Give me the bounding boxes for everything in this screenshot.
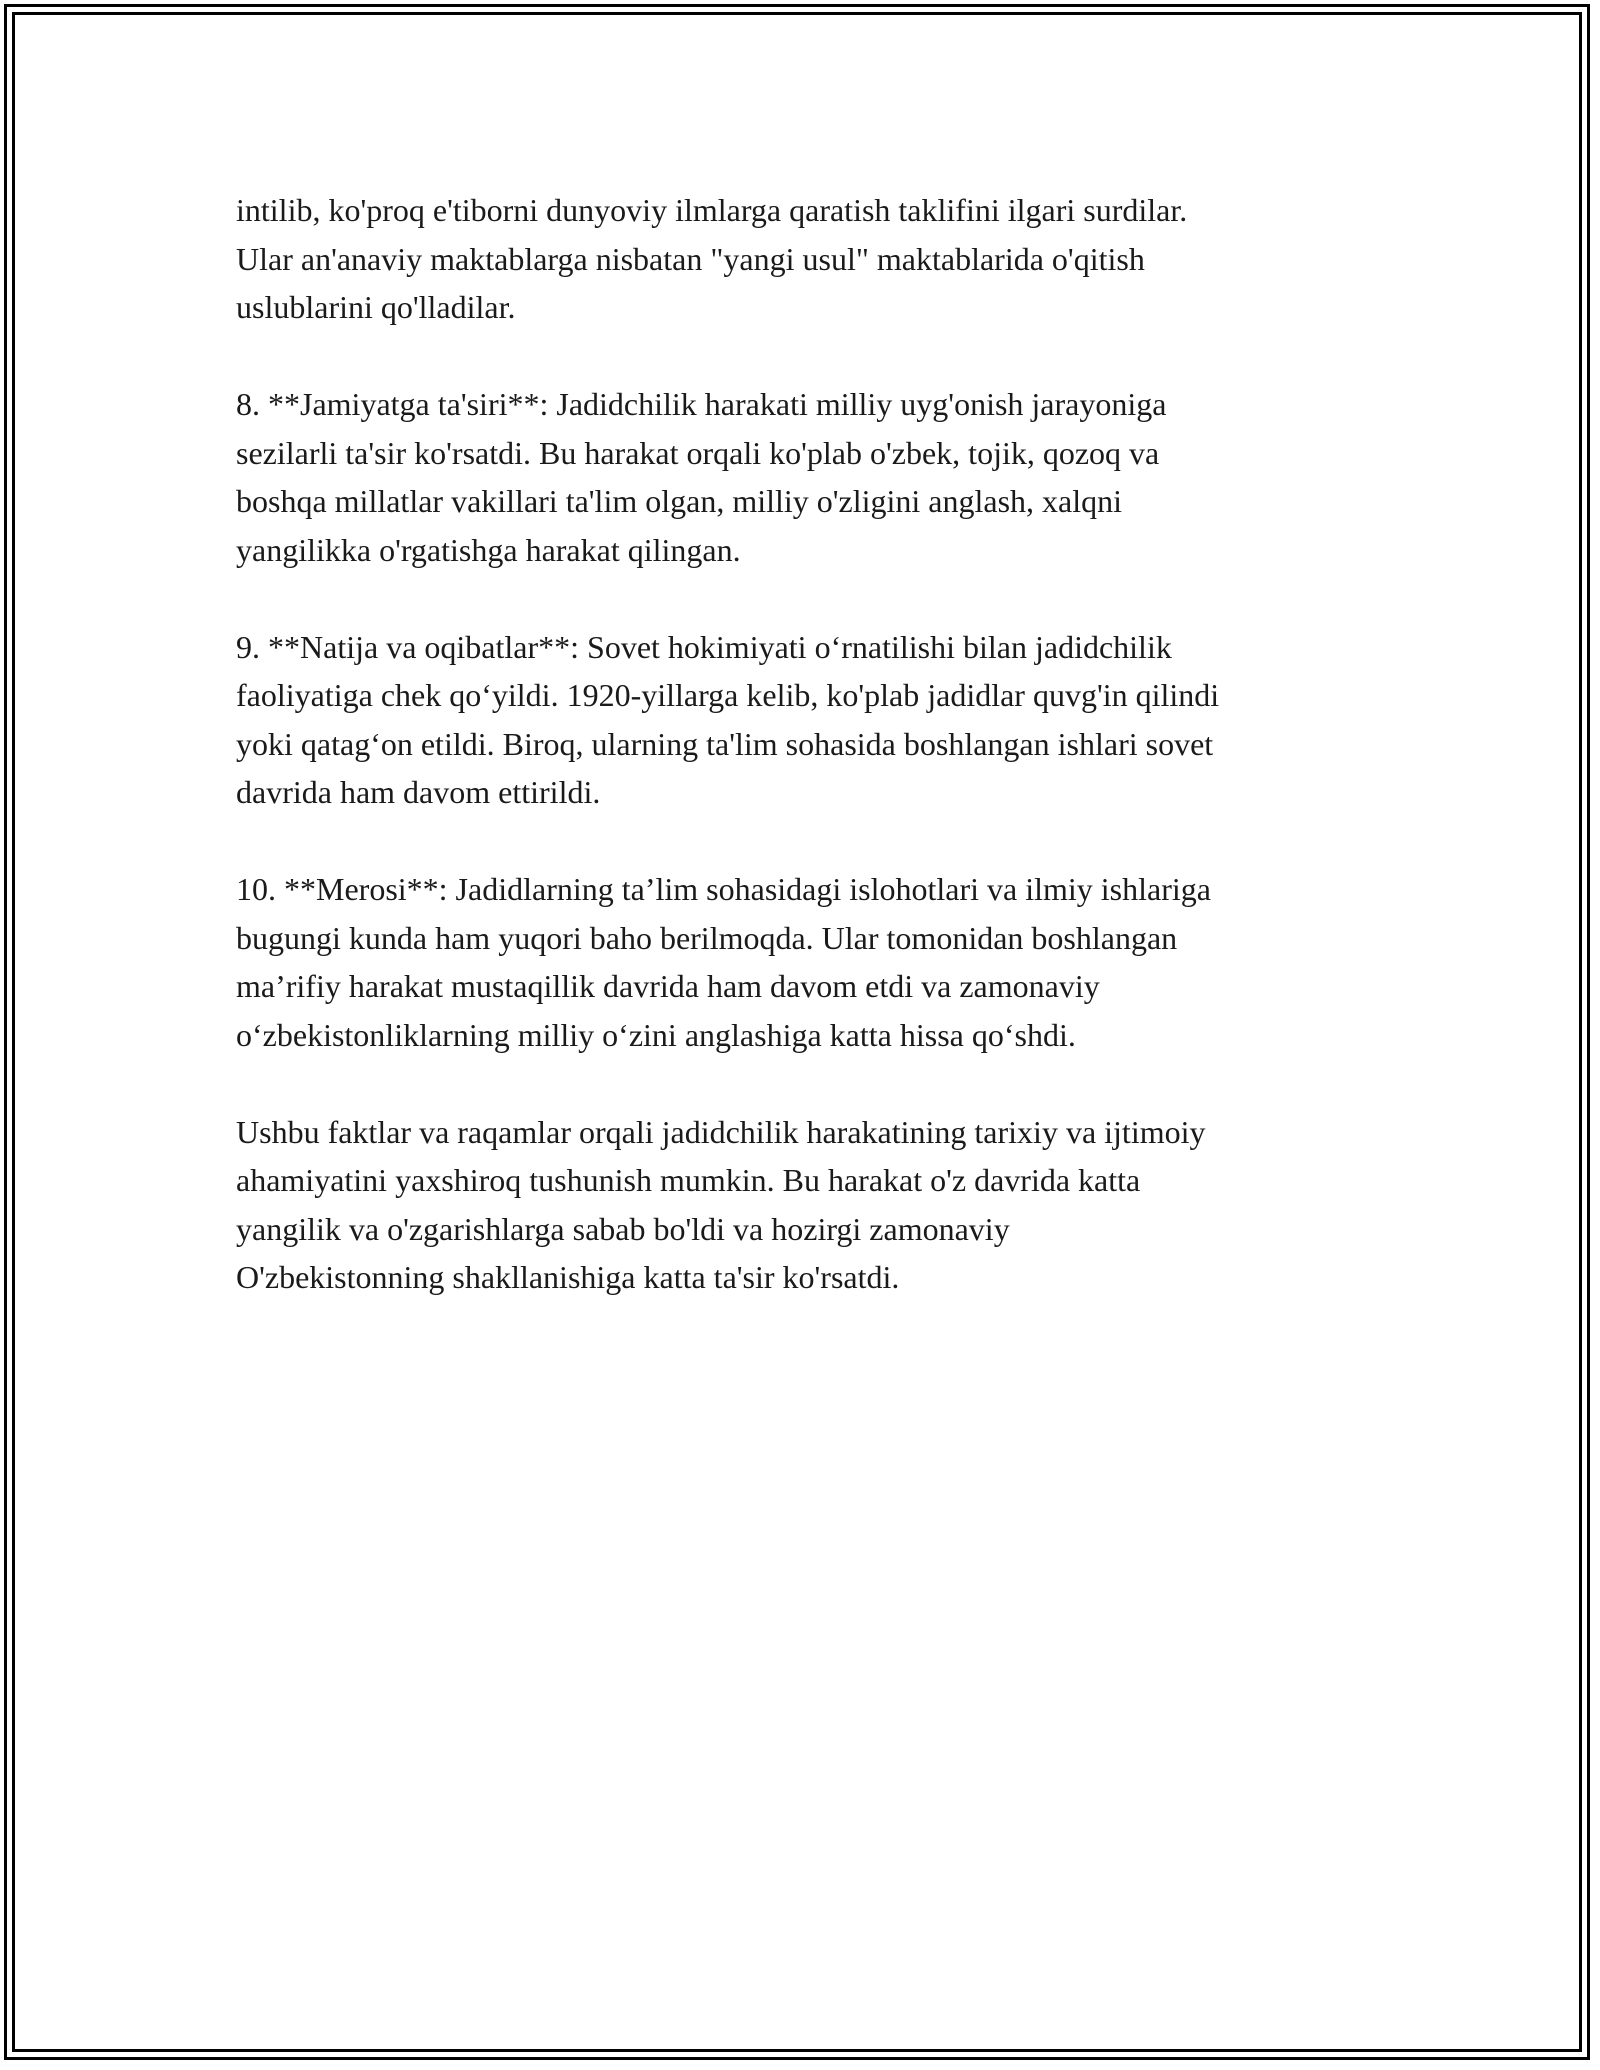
paragraph-item-9: 9. **Natija va oqibatlar**: Sovet hokimiyati o‘rnatilishi bilan jadidchilik faoliyatiga chek qo‘yildi. 1920-yillarga kelib, ko'plab jadidlar quvg'in qilindi yoki qatag‘on etildi. Biroq, ularning ta'lim sohasida boshlangan ishlari sovet davrida ham davom ettirildi.: [236, 628, 1220, 810]
paragraph-item-10: 10. **Merosi**: Jadidlarning ta’lim sohasidagi islohotlari va ilmiy ishlariga bugungi kunda ham yuqori baho berilmoqda. Ular tomonidan boshlangan ma’rifiy harakat mustaqillik davrida ham davom etdi va zamonaviy o‘zbekistonliklarning milliy o‘zini anglashiga katta hissa qo‘shdi.: [236, 871, 1211, 1053]
document-body: [236, 186, 1386, 1350]
paragraph-item-8: 8. **Jamiyatga ta'siri**: Jadidchilik harakati milliy uyg'onish jarayoniga sezilarli ta'sir ko'rsatdi. Bu harakat orqali ko'plab o'zbek, tojik, qozoq va boshqa millatlar vakillari ta'lim olgan, milliy o'zligini anglash, xalqni yangilikka o'rgatishga harakat qilingan.: [236, 386, 1167, 568]
paragraph-conclusion: Ushbu faktlar va raqamlar orqali jadidchilik harakatining tarixiy va ijtimoiy ahamiyatini yaxshiroq tushunish mumkin. Bu harakat o'z davrida katta yangilik va o'zgarishlarga sabab bo'ldi va hozirgi zamonaviy O'zbekistonning shakllanishiga katta ta'sir ko'rsatdi.: [236, 1113, 1206, 1295]
paragraph-intro-continuation: intilib, ko'proq e'tiborni dunyoviy ilmlarga qaratish taklifini ilgari surdilar. Ular an'anaviy maktablarga nisbatan "yangi usul" maktablarida o'qitish uslublarini qo'lladilar.: [236, 192, 1188, 325]
